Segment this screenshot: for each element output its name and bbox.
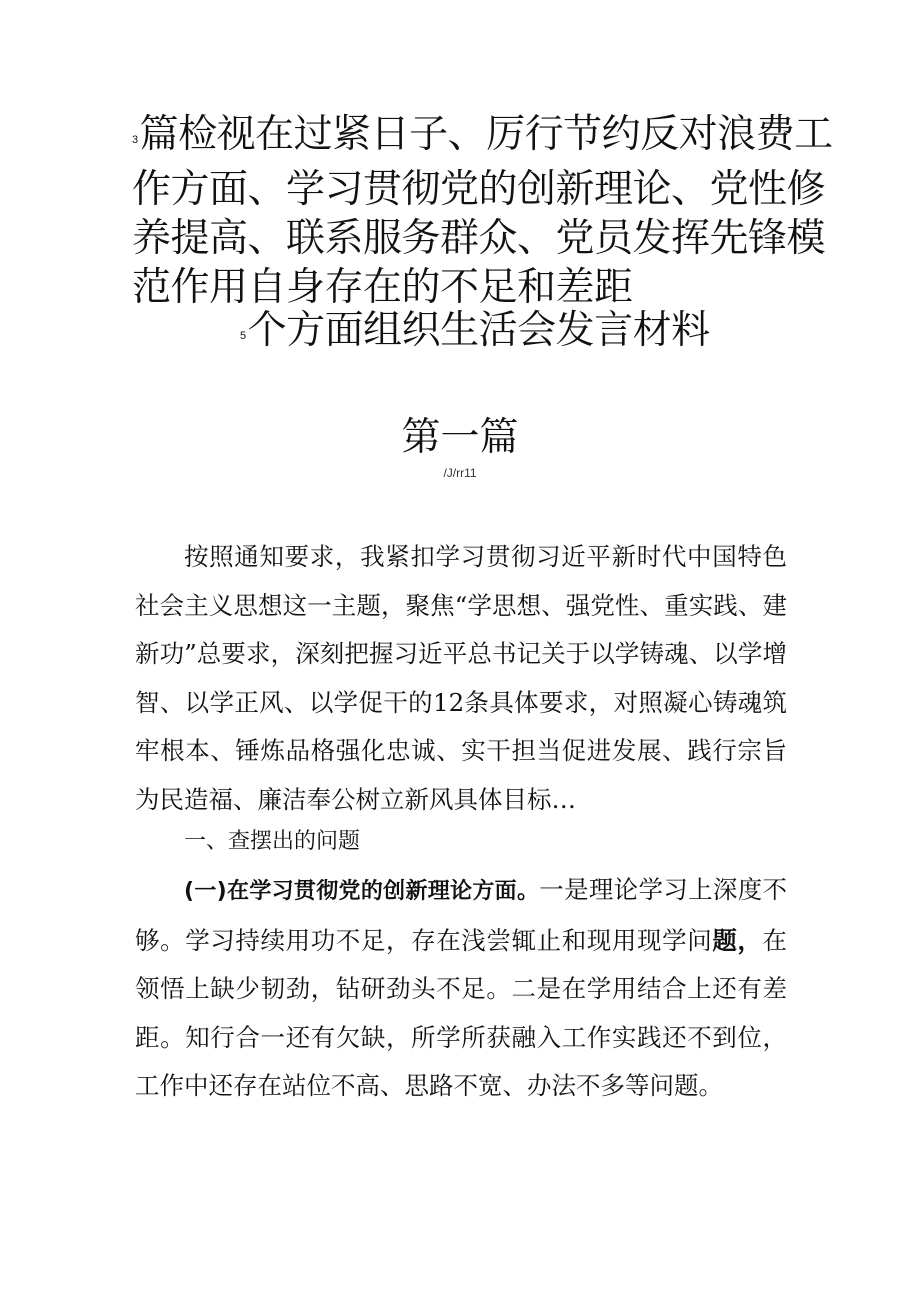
document-title: [132, 110, 833, 312]
title-line: 养提高、联系服务群众、党员发挥先锋模: [132, 216, 826, 261]
item-lead-in: (一)在学习贯彻党的创新理论方面。: [184, 879, 540, 904]
subtitle-prefix-number: 5: [240, 330, 246, 342]
title-line: 范作用自身存在的不足和差距: [132, 265, 633, 310]
subtitle-text: 个方面组织生活会发言材料: [247, 308, 710, 353]
item-body-text: 一是理论学习上深度不够。学习持续用功不足，存在浅尝辄止和现用现学问: [135, 875, 787, 955]
title-line: 作方面、学习贯彻党的创新理论、党性修: [132, 167, 826, 212]
intro-paragraph: 按照通知要求，我紧扣学习贯彻习近平新时代中国特色社会主义思想这一主题，聚焦“学思想、强党性、重实践、建新功”总要求，深刻把握习近平总书记关于以学铸魂、以学增智、以学正风、以学促干的12条具体要求，对照凝心铸魂筑牢根本、锤炼品格强化忠诚、实干担当促进发展、践行宗旨为民造福、廉洁奉公树立新风具体目标…: [135, 542, 787, 814]
title-line: [132, 110, 833, 165]
document-subtitle: [240, 306, 710, 361]
title-line-text: 篇检视在过紧日子、厉行节约反对浪费工: [139, 112, 833, 157]
chapter-subtext: /J/rr11: [443, 466, 477, 480]
item-body-text: 在领悟上缺少韧劲，钻研劲头不足。二是在学用结合上还有差距。知行合一还有欠缺，所学所获融入工作实践还不到位，工作中还存在站位不高、思路不宽、办法不多等问题。: [135, 925, 788, 1100]
title-prefix-number: 3: [132, 134, 138, 146]
section-heading: 一、查摆出的问题: [184, 829, 361, 854]
chapter-heading: 第一篇: [401, 415, 519, 460]
item-bold-text: 题，: [712, 925, 763, 955]
item-paragraph: [135, 866, 787, 1111]
